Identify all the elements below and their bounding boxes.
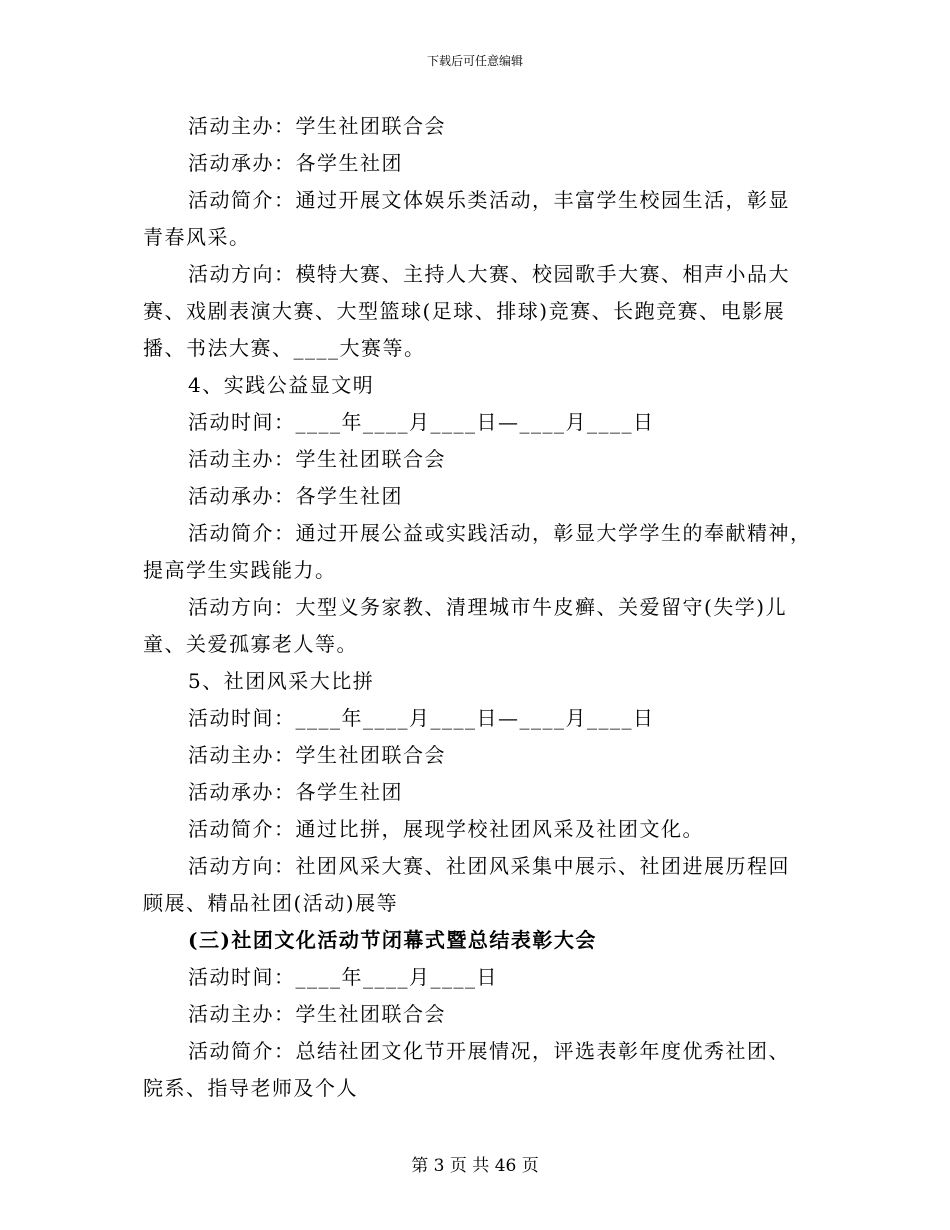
- page-footer: 第 3 页 共 46 页: [411, 1156, 539, 1176]
- paragraph-line: 院系、指导老师及个人: [143, 1076, 358, 1100]
- document-body: [143, 108, 813, 1107]
- paragraph-line: 顾展、精品社团(活动)展等: [143, 891, 399, 915]
- paragraph-line: 活动承办：各学生社团: [188, 780, 403, 804]
- paragraph-line: 活动时间：____年____月____日—____月____日: [188, 706, 655, 730]
- paragraph-line: 活动时间：____年____月____日—____月____日: [188, 410, 655, 434]
- paragraph-line: 提高学生实践能力。: [143, 558, 337, 582]
- paragraph-line: 赛、戏剧表演大赛、大型篮球(足球、排球)竞赛、长跑竞赛、电影展: [143, 299, 786, 323]
- paragraph-line: 活动方向：大型义务家教、清理城市牛皮癣、关爱留守(失学)儿: [188, 595, 788, 619]
- paragraph-line: 活动方向：模特大赛、主持人大赛、校园歌手大赛、相声小品大: [188, 262, 790, 286]
- section-heading: 5、社团风采大比拼: [188, 669, 375, 693]
- paragraph-line: 童、关爱孤寡老人等。: [143, 632, 358, 656]
- paragraph-line: 活动承办：各学生社团: [188, 151, 403, 175]
- paragraph-line: 活动主办：学生社团联合会: [188, 114, 446, 138]
- section-heading-bold: (三)社团文化活动节闭幕式暨总结表彰大会: [188, 928, 597, 952]
- paragraph-line: 活动主办：学生社团联合会: [188, 1002, 446, 1026]
- paragraph-line: 活动时间：____年____月____日: [188, 965, 498, 989]
- paragraph-line: 活动方向：社团风采大赛、社团风采集中展示、社团进展历程回: [188, 854, 790, 878]
- paragraph-line: 播、书法大赛、____大赛等。: [143, 336, 426, 360]
- section-heading: 4、实践公益显文明: [188, 373, 375, 397]
- paragraph-line: 活动简介：总结社团文化节开展情况，评选表彰年度优秀社团、: [188, 1039, 790, 1063]
- paragraph-line: 活动简介：通过开展公益或实践活动，彰显大学学生的奉献精神，: [188, 521, 812, 545]
- paragraph-line: 活动简介：通过比拼，展现学校社团风采及社团文化。: [188, 817, 704, 841]
- page-header: 下载后可任意编辑: [426, 54, 523, 68]
- paragraph-line: 活动主办：学生社团联合会: [188, 447, 446, 471]
- paragraph-line: 青春风采。: [143, 225, 251, 249]
- paragraph-line: 活动承办：各学生社团: [188, 484, 403, 508]
- paragraph-line: 活动主办：学生社团联合会: [188, 743, 446, 767]
- paragraph-line: 活动简介：通过开展文体娱乐类活动，丰富学生校园生活，彰显: [188, 188, 790, 212]
